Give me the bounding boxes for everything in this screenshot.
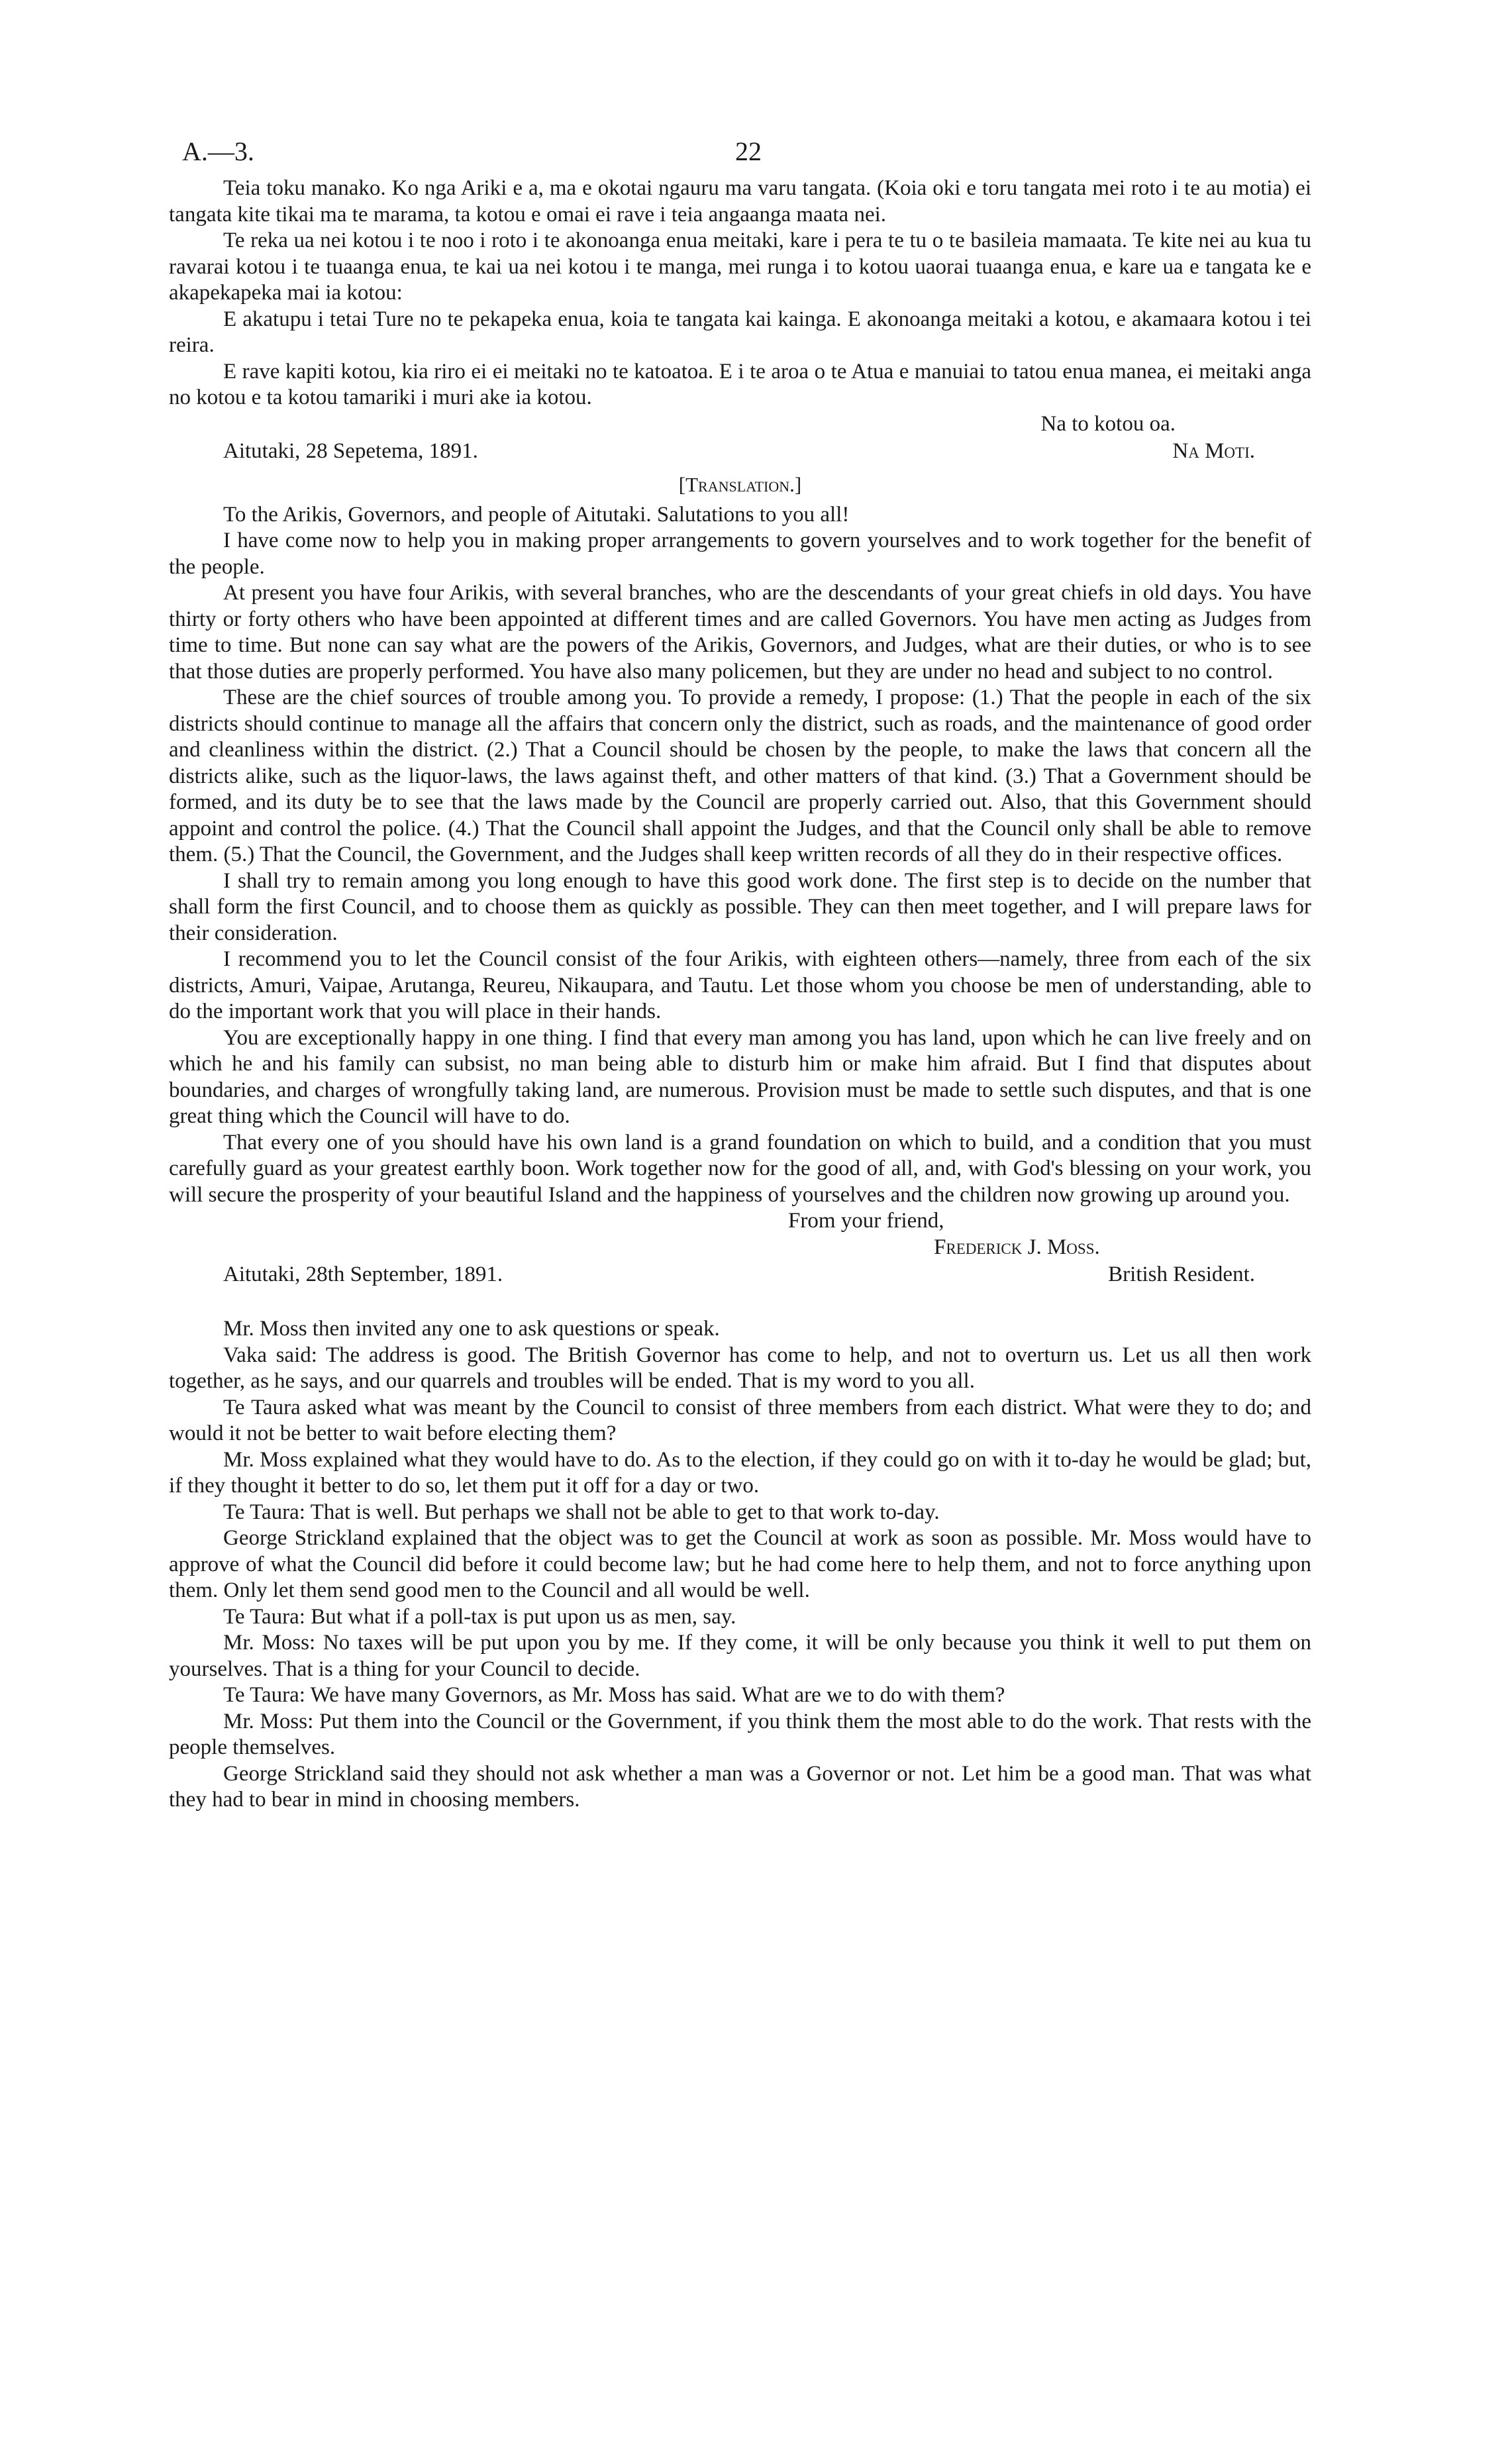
maori-signature: Na Moti. <box>1172 439 1255 463</box>
page-header <box>169 129 1311 176</box>
maori-paragraph: Te reka ua nei kotou i te noo i roto i te akonoanga enua meitaki, kare i pera te tu o te basileia mamaata. Te kite nei au kua tu ravarai kotou i te tuaanga enua, te kai ua nei kotou i te manga, mei runga i to kotou uaorai tuaanga enua, e kare ua e tangata ke e akapekapeka mai ia kotou: <box>169 229 1311 305</box>
english-paragraph: These are the chief sources of trouble among you. To provide a remedy, I propose: (1.) That the people in each of the six districts should continue to manage all the affairs that concern only the district, such as roads, and the maintenance of good order and cleanliness within the district. (2.) That a Council should be chosen by the people, to make the laws that concern all the districts alike, such as the liquor-laws, the laws against theft, and other matters of that kind. (3.) That a Government should be formed, and its duty be to see that the laws made by the Council are properly carried out. Also, that this Government should appoint and control the police. (4.) That the Council shall appoint the Judges, and that the Council only shall be able to remove them. (5.) That the Council, the Government, and the Judges shall keep written records of all they do in their respective offices. <box>169 686 1311 866</box>
page-number: 22 <box>735 136 762 166</box>
discussion-paragraph: George Strickland said they should not ask whether a man was a Governor or not. Let him be a good man. That was what they had to bear in mind in choosing members. <box>169 1761 1311 1812</box>
discussion-paragraph: Mr. Moss: No taxes will be put upon you by me. If they come, it will be only because you think it well to put them on yourselves. That is a thing for your Council to decide. <box>169 1631 1311 1681</box>
english-paragraph: I recommend you to let the Council consist of the four Arikis, with eighteen others—namely, three from each of the six districts, Amuri, Vaipae, Arutanga, Reureu, Nikaupara, and Tautu. Let those whom you choose be men of understanding, able to do the important work that you will place in their hands. <box>169 947 1311 1023</box>
document-page <box>169 129 1311 1814</box>
english-closing: From your friend, <box>788 1209 944 1233</box>
english-place-date: Aitutaki, 28th September, 1891. <box>223 1262 503 1286</box>
english-paragraph: I have come now to help you in making proper arrangements to govern yourselves and to work together for the benefit of the people. <box>169 529 1311 579</box>
document-reference: A.—3. <box>182 136 254 166</box>
discussion-paragraph: Mr. Moss explained what they would have to do. As to the election, if they could go on with it to-day he would be glad; but, if they thought it better to do so, let them put it off for a day or two. <box>169 1447 1311 1498</box>
english-paragraph: To the Arikis, Governors, and people of Aitutaki. Salutations to you all! <box>223 502 850 527</box>
maori-paragraph: Teia toku manako. Ko nga Ariki e a, ma e okotai ngauru ma varu tangata. (Koia oki e toru tangata mei roto i te au motia) ei tangata kite tikai ma te marama, ta kotou e omai ei rave i teia angaanga maata nei. <box>169 176 1311 227</box>
maori-place-date: Aitutaki, 28 Sepetema, 1891. <box>223 439 478 463</box>
maori-paragraph: E rave kapiti kotou, kia riro ei ei meitaki no te katoatoa. E i te aroa o te Atua e manuiai to tatou enua manea, ei meitaki anga no kotou e ta kotou tamariki i muri ake ia kotou. <box>169 359 1311 409</box>
english-title: British Resident. <box>1108 1262 1255 1286</box>
maori-closing: Na to kotou oa. <box>1040 411 1176 436</box>
discussion-paragraph: Vaka said: The address is good. The British Governor has come to help, and not to overturn us. Let us all then work together, as he says, and our quarrels and troubles will be ended. That is my word to you all. <box>169 1343 1311 1393</box>
discussion-paragraph: Te Taura: We have many Governors, as Mr. Moss has said. What are we to do with them? <box>223 1683 1005 1707</box>
discussion-paragraph: Te Taura asked what was meant by the Council to consist of three members from each district. What were they to do; and would it not be better to wait before electing them? <box>169 1395 1311 1445</box>
discussion-paragraph: George Strickland explained that the object was to get the Council at work as soon as possible. Mr. Moss would have to approve of what the Council did before it could become law; but he had come here to help them, and not to force anything upon them. Only let them send good men to the Council and all would be well. <box>169 1526 1311 1602</box>
maori-paragraph: E akatupu i tetai Ture no te pekapeka enua, koia te tangata kai kainga. E akonoanga meitaki a kotou, e akamaara kotou i tei reira. <box>169 307 1311 357</box>
english-paragraph: That every one of you should have his own land is a grand foundation on which to build, and a condition that you must carefully guard as your greatest earthly boon. Work together now for the good of all, and, with God's blessing on your work, you will secure the prosperity of your beautiful Island and the happiness of yourselves and the children now growing up around you. <box>169 1130 1311 1207</box>
discussion-paragraph: Te Taura: But what if a poll-tax is put upon us as men, say. <box>223 1604 736 1629</box>
discussion-paragraph: Mr. Moss then invited any one to ask questions or speak. <box>223 1317 720 1341</box>
english-paragraph: At present you have four Arikis, with several branches, who are the descendants of your great chiefs in old days. You have thirty or forty others who have been appointed at different times and are called Governors. You have men acting as Judges from time to time. But none can say what are the powers of the Arikis, Governors, and Judges, what are their duties, or who is to see that those duties are properly performed. You have also many policemen, but they are under no head and subject to no control. <box>169 581 1311 684</box>
english-signature-row <box>169 1262 1311 1290</box>
discussion-paragraph: Te Taura: That is well. But perhaps we shall not be able to get to that work to-day. <box>223 1500 940 1524</box>
translation-heading: [Translation.] <box>678 473 802 496</box>
english-signature: Frederick J. Moss. <box>934 1235 1100 1259</box>
document-body <box>169 176 1311 1814</box>
english-paragraph: I shall try to remain among you long enough to have this good work done. The first step is to decide on the number that shall form the first Council, and to choose them as quickly as possible. They can then meet together, and I will prepare laws for their consideration. <box>169 868 1311 945</box>
discussion-paragraph: Mr. Moss: Put them into the Council or the Government, if you think them the most able to do the work. That rests with the people themselves. <box>169 1709 1311 1759</box>
english-paragraph: You are exceptionally happy in one thing. I find that every man among you has land, upon which he can live freely and on which he and his family can subsist, no man being able to disturb him or make him afraid. But I find that disputes about boundaries, and charges of wrongfully taking land, are numerous. Provision must be made to settle such disputes, and that is one great thing which the Council will have to do. <box>169 1025 1311 1128</box>
maori-signature-row <box>169 438 1311 466</box>
